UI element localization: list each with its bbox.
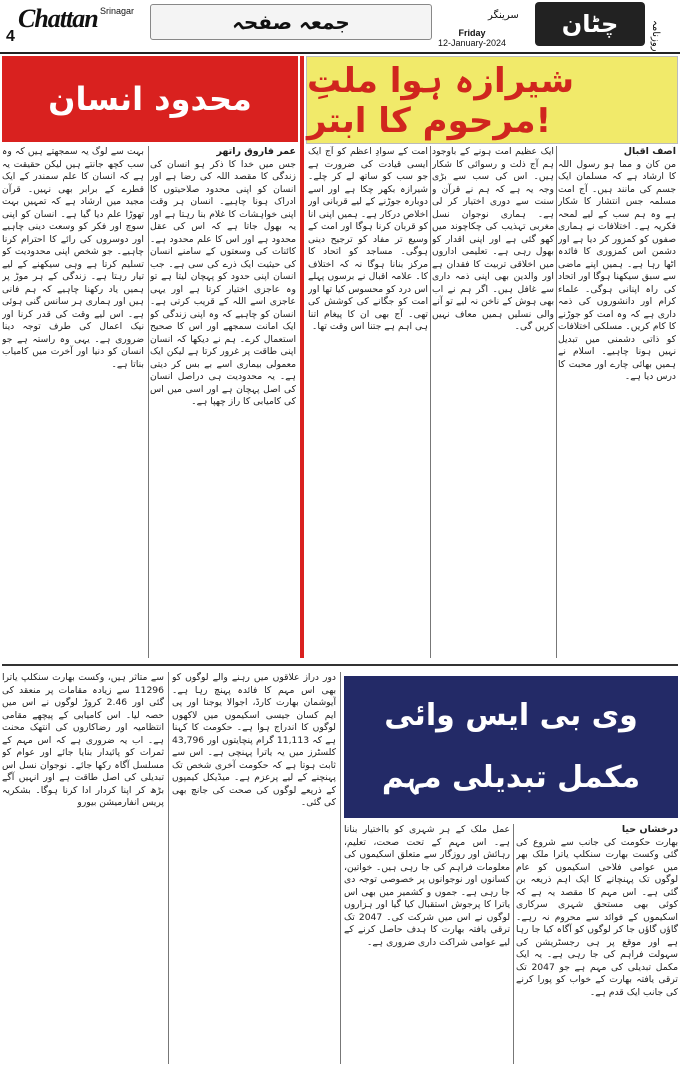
divider xyxy=(430,146,431,658)
bottom-article-col2 xyxy=(344,824,510,1064)
logo-english: Chattan xyxy=(18,4,98,33)
date-label: 12-January-2024 xyxy=(438,38,507,48)
left-article-text-2: بہت سے لوگ یہ سمجھتے ہیں کہ وہ سب کچھ جانتے ہیں لیکن حقیقت یہ ہے کہ انسان کا علم سمندر کے ایک قطرے کے برابر بھی نہیں۔ قرآن مجید میں ارشاد ہے کہ تمہیں بہت تھوڑا علم دیا گیا ہے۔ انسان کو اپنی سوچ اور فکر کو وسعت دینی چاہیے اور دوسروں کی رائے کا احترام کرنا چاہیے۔ جو شخص اپنی محدودیت کو تسلیم کرتا ہے وہی سیکھنے کے لیے تیار رہتا ہے۔ زندگی کے ہر موڑ پر ہمیں یاد رکھنا چاہیے کہ ہم فانی ہیں اور ہماری ہر سانس گنی ہوئی ہے۔ اس لیے وقت کی قدر کرنا اور نیک اعمال کی طرف توجہ دینا ضروری ہے۔ یہی وہ راستہ ہے جو انسان کو دنیا اور آخرت میں کامیاب بناتا ہے۔ xyxy=(2,146,144,370)
bottom-article-text-2: عمل ملک کے ہر شہری کو بااختیار بنانا ہے۔ اس مہم کے تحت صحت، تعلیم، رہائش اور روزگار سے متعلق اسکیموں کی معلومات فراہم کی جا رہی ہیں۔ خواتین، کسانوں اور نوجوانوں پر خصوصی توجہ دی جا رہی ہے۔ جموں و کشمیر میں بھی اس یاترا کا پرجوش استقبال کیا گیا اور ہزاروں لوگوں نے اس میں شرکت کی۔ 2047 تک ترقی یافتہ بھارت کا ہدف حاصل کرنے کے لیے عوامی شراکت داری ضروری ہے۔ xyxy=(344,824,510,948)
right-article-col1 xyxy=(558,146,676,658)
bottom-article-text-3: دور دراز علاقوں میں رہنے والے لوگوں کو بھی اس مہم کا فائدہ پہنچ رہا ہے۔ آیوشمان بھارت کارڈ، اجوالا یوجنا اور پی ایم کسان جیسی اسکیموں میں لاکھوں لوگوں کا اندراج ہوا ہے۔ حکومت کا کہنا ہے کہ 11,113 گرام پنچایتوں اور 43,796 کلسٹرز میں یہ یاترا پہنچی ہے۔ اس سے ثابت ہوتا ہے کہ حکومت آخری شخص تک پہنچنے کے لیے پرعزم ہے۔ میڈیکل کیمپوں کے ذریعے لوگوں کی صحت کی جانچ بھی کی گئی۔ xyxy=(172,672,336,808)
left-article-headline: محدود انسان xyxy=(2,56,298,142)
horizontal-rule xyxy=(2,664,678,666)
page-number: 4 xyxy=(6,28,15,45)
left-article-byline: عمر فاروق راتھر xyxy=(216,146,296,157)
right-article-text-1: من کان و مما ہو رسول اللہ کا ارشاد ہے کہ مسلمان ایک جسم کی مانند ہیں۔ آج امت مسلمہ جس انتشار کا شکار ہے وہ ہم سب کے لیے لمحہ فکریہ ہے۔ اختلافات نے ہماری صفوں کو کمزور کر دیا ہے اور دشمن اس کمزوری کا فائدہ اٹھا رہا ہے۔ ہمیں اپنے ماضی سے سبق سیکھنا ہوگا اور اتحاد کی راہ اپنانی ہوگی۔ علماء کرام اور دانشوروں کی ذمہ داری ہے کہ وہ امت کو جوڑنے کا کام کریں۔ مسلکی اختلافات کو ذاتی دشمنی میں تبدیل نہیں ہونا چاہیے۔ اسلام نے ہمیں بھائی چارے اور محبت کا درس دیا ہے۔ xyxy=(558,158,676,382)
left-article-text-1: جس میں خدا کا ذکر ہو انسان کی زندگی کا مقصد اللہ کی رضا ہے اور انسان کو اپنی محدود صلاحیتوں کا ادراک ہونا چاہیے۔ انسان ہر وقت اپنی خواہشات کا غلام بنا رہتا ہے اور یہ بھول جاتا ہے کہ اس کی عقل محدود ہے اور اس کا علم محدود ہے۔ کائنات کی وسعتوں کے سامنے انسان کی حیثیت ایک ذرے کی سی ہے۔ جب انسان اپنی حدود کو پہچان لیتا ہے تو وہ عاجزی اختیار کرتا ہے اور یہی عاجزی اسے اللہ کے قریب کرتی ہے۔ انسان کو چاہیے کہ وہ اپنی زندگی کو ایک امانت سمجھے اور اس کا صحیح استعمال کرے۔ ہم نے دیکھا کہ انسان اپنی طاقت پر غرور کرتا ہے لیکن ایک معمولی بیماری اسے بے بس کر دیتی ہے۔ یہ محدودیت ہی دراصل انسان کی اصل پہچان ہے اور اسی میں اس کی کامیابی کا راز چھپا ہے۔ xyxy=(150,158,296,407)
bottom-article-headline xyxy=(344,676,678,818)
left-article-col1 xyxy=(150,146,296,658)
divider xyxy=(168,672,169,1064)
right-article-byline: آصف اقبال xyxy=(623,146,676,157)
bottom-article-col3 xyxy=(172,672,336,1064)
divider xyxy=(340,672,341,1064)
bottom-article-text-4: سے متاثر ہیں، وکست بھارت سنکلپ یاترا 11296 سے زیادہ مقامات پر منعقد کی گئی اور 2.46 کروڑ لوگوں نے اس میں حصہ لیا۔ اس کامیابی کے پیچھے مقامی انتظامیہ اور رضاکاروں کی انتھک محنت ہے۔ اب یہ ضروری ہے کہ اس مہم کے ثمرات کو پائیدار بنایا جائے اور عوام کو مسلسل آگاہ رکھا جائے۔ نوجوان نسل اس تبدیلی کی اصل طاقت ہے اور انہیں آگے بڑھ کر اپنا کردار ادا کرنا ہوگا۔ بشکریہ پریس انفارمیشن بیورو xyxy=(2,672,164,808)
date-block xyxy=(438,28,506,48)
logo-urdu: چٹان xyxy=(535,2,645,46)
bottom-article-byline: درخشاں حیا xyxy=(621,824,678,835)
section-title: جمعہ صفحہ xyxy=(150,4,432,40)
right-article-text-3: امت کے سوادِ اعظم کو آج ایک ایسی قیادت کی ضرورت ہے جو سب کو ساتھ لے کر چلے۔ شیرازہ بکھر چکا ہے اور اسے دوبارہ جوڑنے کے لیے قربانی اور اخلاص درکار ہے۔ ہمیں اپنی انا کو قربان کرنا ہوگا اور امت کے وسیع تر مفاد کو ترجیح دینی ہوگی۔ مساجد کو اتحاد کا مرکز بنانا ہوگا نہ کہ اختلاف کا۔ علامہ اقبال نے برسوں پہلے اس درد کو محسوس کیا تھا اور امت کو جگانے کی کوشش کی تھی۔ آج بھی ان کا پیغام اتنا ہی اہم ہے جتنا اس وقت تھا۔ xyxy=(308,146,428,332)
bottom-headline-line2: مکمل تبدیلی مہم xyxy=(381,760,641,795)
divider xyxy=(148,146,149,658)
bottom-headline-line1: وی بی ایس وائی xyxy=(384,698,638,733)
right-article-headline: شیرازہ ہوا ملتِ مرحوم کا ابتر! xyxy=(306,56,678,144)
bottom-article-col4 xyxy=(2,672,164,1064)
right-article-col2 xyxy=(432,146,554,658)
day-label: Friday xyxy=(458,28,486,38)
right-article-col3 xyxy=(308,146,428,658)
right-article-text-2: ایک عظیم امت ہونے کے باوجود ہم آج ذلت و رسوائی کا شکار ہیں۔ اس کی سب سے بڑی وجہ یہ ہے کہ ہم نے قرآن و سنت سے دوری اختیار کر لی ہے۔ ہماری نوجوان نسل مغربی تہذیب کی چکاچوند میں کھو گئی ہے اور اپنی اقدار کو بھول رہی ہے۔ تعلیمی اداروں میں اخلاقی تربیت کا فقدان ہے اور والدین بھی اپنی ذمہ داری سے غافل ہیں۔ اگر ہم نے اب بھی ہوش کے ناخن نہ لیے تو آنے والی نسلیں ہمیں معاف نہیں کریں گی۔ xyxy=(432,146,554,332)
logo-english-city: Srinagar xyxy=(100,6,135,16)
divider xyxy=(556,146,557,658)
bottom-article-col1 xyxy=(516,824,678,1064)
masthead xyxy=(0,0,680,54)
daily-label: روزنامہ xyxy=(650,20,661,52)
logo-urdu-city: سرینگر xyxy=(488,10,519,21)
column-divider-red xyxy=(300,56,304,658)
bottom-article-text-1: بھارت حکومت کی جانب سے شروع کی گئی وکست بھارت سنکلپ یاترا ملک بھر میں عوامی فلاحی اسکیموں کو عام لوگوں تک پہنچانے کا ایک اہم ذریعہ بن گئی ہے۔ اس مہم کا مقصد یہ ہے کہ کوئی بھی مستحق شہری سرکاری اسکیموں کے فوائد سے محروم نہ رہے۔ گاؤں گاؤں جا کر لوگوں کو آگاہ کیا جا رہا ہے اور موقع پر ہی رجسٹریشن کی سہولت فراہم کی جا رہی ہے۔ یہ ایک مکمل تبدیلی کی مہم ہے جو 2047 تک ترقی یافتہ بھارت کے خواب کو پورا کرنے کی جانب ایک قدم ہے۔ xyxy=(516,836,678,998)
divider xyxy=(513,824,514,1064)
left-article-col2 xyxy=(2,146,144,658)
